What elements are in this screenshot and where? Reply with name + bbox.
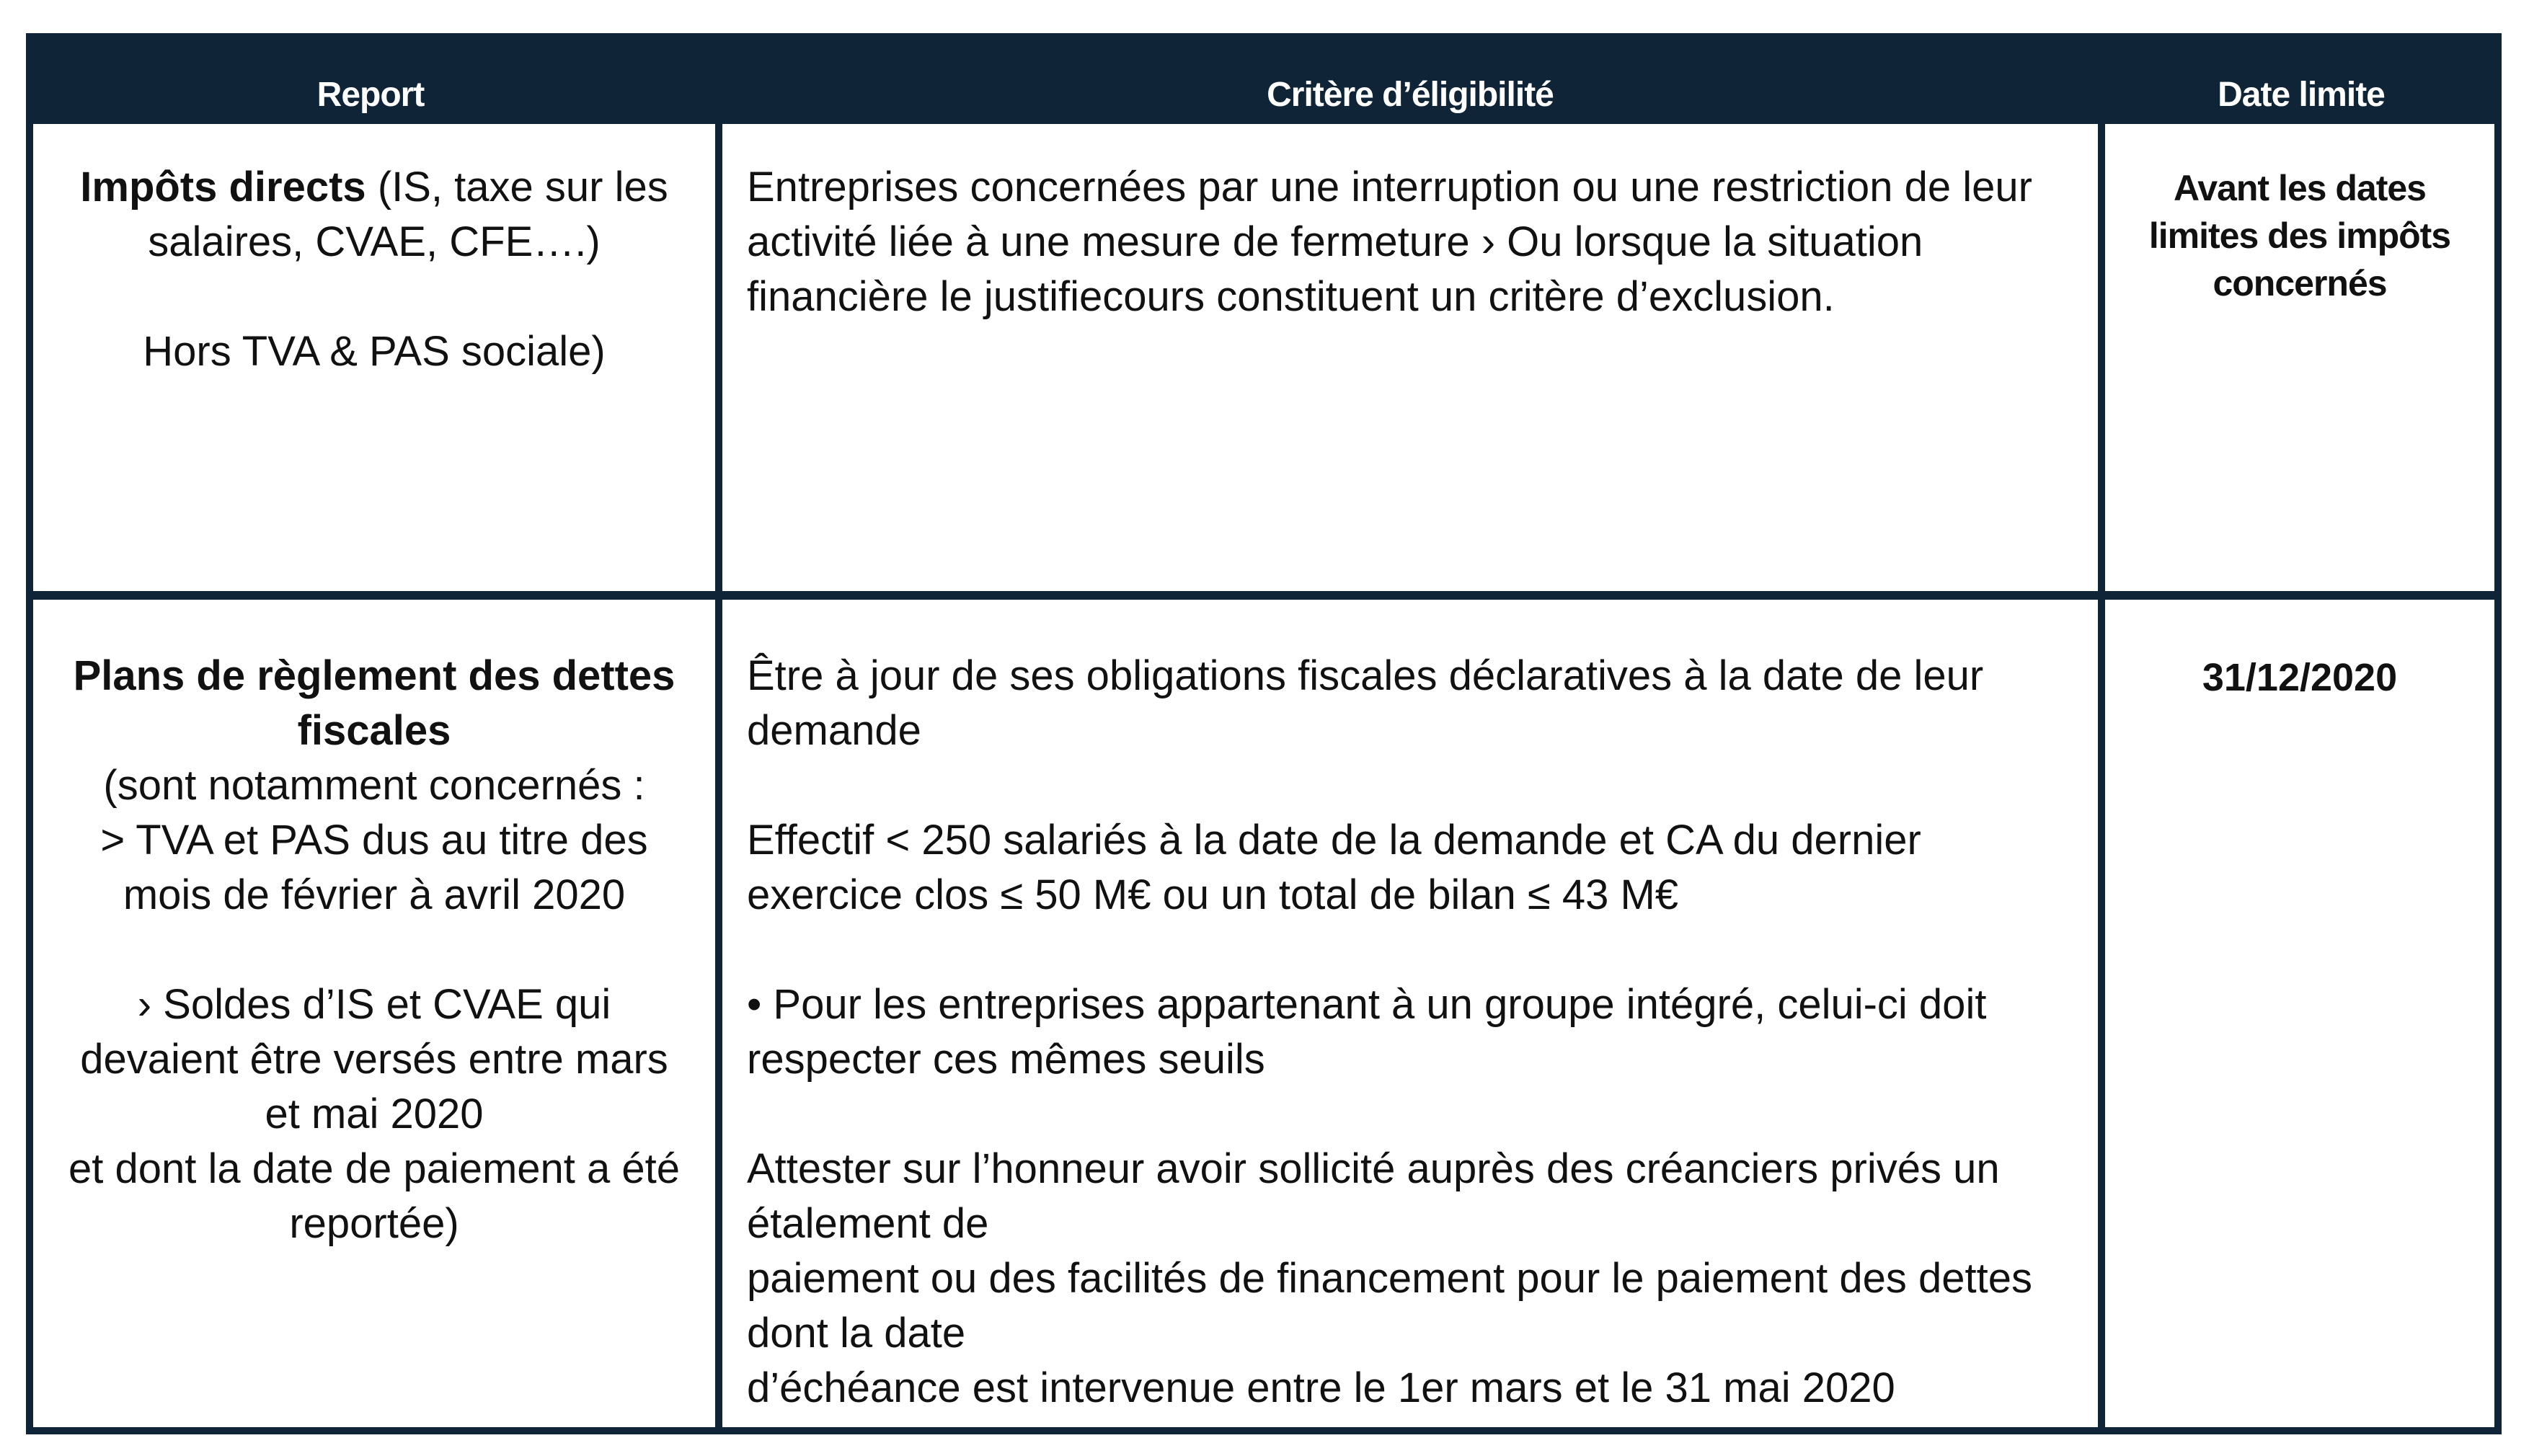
row2-report-line2: > TVA et PAS dus au titre des mois de février à avril 2020 (100, 817, 648, 918)
row1-criteria-cell (722, 124, 2098, 591)
row1-report-cell (33, 124, 715, 591)
row2-report-cell (33, 600, 715, 1427)
row2-criteria-p4a: Attester sur l’honneur avoir sollicité auprès des créanciers privés un étalement de (747, 1145, 2000, 1247)
header-report: Report (316, 75, 425, 114)
row2-criteria-p1: Être à jour de ses obligations fiscales déclaratives à la date de leur demande (747, 652, 1984, 754)
header-criteria: Critère d’éligibilité (1267, 75, 1554, 114)
row2-criteria-p4b: paiement ou des facilités de financement pour le paiement des dettes dont la date (747, 1255, 2032, 1357)
row1-report-note: Hors TVA & PAS sociale) (143, 328, 606, 375)
row2-report-line3: › Soldes d’IS et CVAE qui devaient être versés entre mars et mai 2020 (80, 981, 668, 1137)
row1-report-title: Impôts directs (80, 164, 366, 210)
row2-criteria-cell (722, 600, 2098, 1427)
eligibility-table (26, 33, 2502, 1434)
row1-deadline-cell (2105, 124, 2494, 591)
row2-report-title: Plans de règlement des dettes fiscales (73, 652, 676, 754)
row1-report-title-suffix: (IS, taxe sur les salaires, CVAE, CFE….) (148, 164, 668, 265)
row1-report-title-line (62, 160, 686, 270)
header-deadline: Date limite (2218, 75, 2385, 114)
row2-criteria-p2: Effectif < 250 salariés à la date de la demande et CA du dernier exercice clos ≤ 50 M€ ou un total de bilan ≤ 43 M€ (747, 817, 1921, 918)
row1-criteria-text: Entreprises concernées par une interruption ou une restriction de leur activité liée à une mesure de fermeture › Ou lorsque la situation financière le justifiecours constituent un critère d’exclusion. (747, 164, 2032, 320)
row2-criteria-p3: • Pour les entreprises appartenant à un groupe intégré, celui-ci doit respecter ces mêmes seuils (747, 981, 1987, 1083)
row2-report-line4: et dont la date de paiement a été reportée) (68, 1145, 681, 1247)
row2-deadline-cell (2105, 600, 2494, 1427)
row2-criteria-p4c: d’échéance est intervenue entre le 1er mars et le 31 mai 2020 (747, 1364, 1895, 1411)
row2-report-line1: (sont notamment concernés : (103, 762, 645, 809)
row1-deadline: Avant les dates limites des impôts concernés (2148, 168, 2451, 303)
row2-deadline: 31/12/2020 (2202, 656, 2398, 699)
